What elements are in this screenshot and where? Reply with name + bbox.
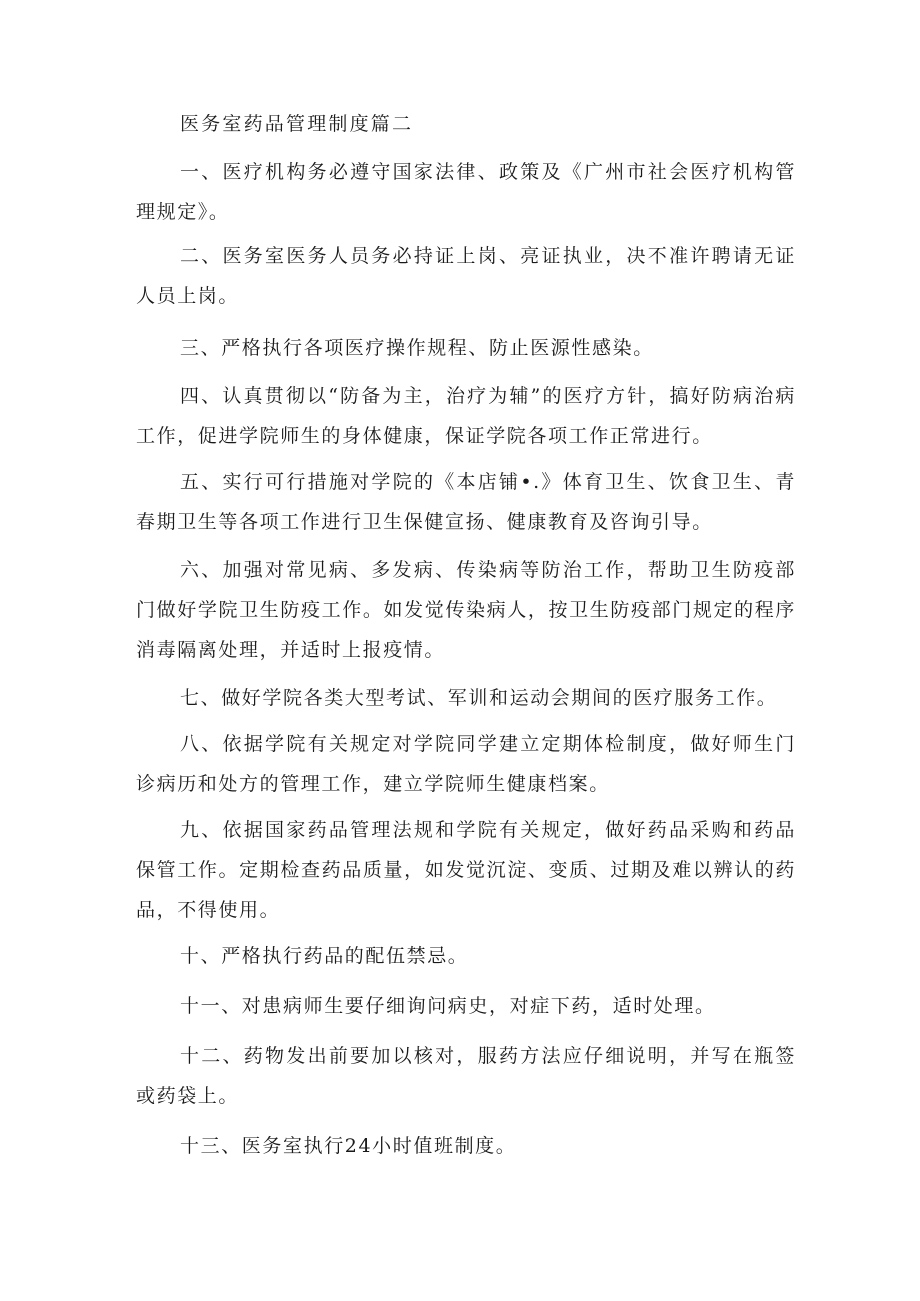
paragraph-8: 八、依据学院有关规定对学院同学建立定期体检制度，做好师生门诊病历和处方的管理工作，建立学院师生健康档案。 [136, 733, 796, 795]
document-title: 医务室药品管理制度篇二 [180, 113, 414, 135]
paragraph-11: 十一、对患病师生要仔细询问病史，对症下药，适时处理。 [180, 995, 716, 1017]
paragraph-9: 九、依据国家药品管理法规和学院有关规定，做好药品采购和药品保管工作。定期检查药品质量，如发觉沉淀、变质、过期及难以辨认的药品，不得使用。 [136, 819, 796, 921]
paragraph-2: 二、医务室医务人员务必持证上岗、亮证执业，决不准许聘请无证人员上岗。 [136, 245, 796, 307]
paragraph-5: 五、实行可行措施对学院的《本店铺•.》体育卫生、饮食卫生、青春期卫生等各项工作进行卫生保健宣扬、健康教育及咨询引导。 [136, 471, 796, 533]
paragraph-4: 四、认真贯彻以“防备为主，治疗为辅”的医疗方针，搞好防病治病工作，促进学院师生的身体健康，保证学院各项工作正常进行。 [136, 385, 796, 447]
paragraph-13: 十三、医务室执行24小时值班制度。 [180, 1135, 517, 1157]
paragraph-12: 十二、药物发出前要加以核对，服药方法应仔细说明，并写在瓶签或药袋上。 [136, 1045, 796, 1107]
paragraph-6: 六、加强对常见病、多发病、传染病等防治工作，帮助卫生防疫部门做好学院卫生防疫工作。如发觉传染病人，按卫生防疫部门规定的程序消毒隔离处理，并适时上报疫情。 [136, 559, 796, 661]
paragraph-7: 七、做好学院各类大型考试、军训和运动会期间的医疗服务工作。 [180, 687, 778, 709]
paragraph-1: 一、医疗机构务必遵守国家法律、政策及《广州市社会医疗机构管理规定》。 [136, 161, 796, 223]
paragraph-10: 十、严格执行药品的配伍禁忌。 [180, 945, 469, 967]
paragraph-3: 三、严格执行各项医疗操作规程、防止医源性感染。 [180, 337, 654, 359]
